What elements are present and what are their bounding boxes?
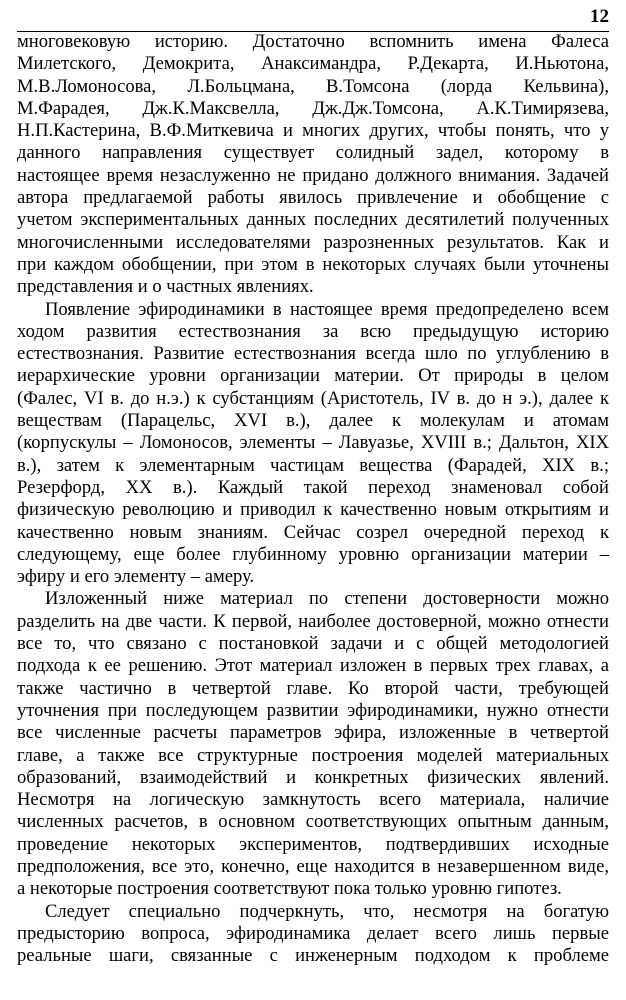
- text-line: в.), затем к элементарным частицам вещества (Фарадей, XIX в.;: [17, 454, 609, 476]
- page-number: 12: [590, 6, 609, 27]
- text-line: многовековую историю. Достаточно вспомнить имена Фалеса: [17, 31, 609, 52]
- text-line: ходом развития естествознания за всю предыдущую историю: [17, 320, 609, 342]
- text-line: физическую революцию и приводил к качественно новым открытиям и: [17, 499, 609, 521]
- text-line: М.В.Ломоносова, Л.Больцмана, В.Томсона (лорда Кельвина),: [17, 75, 609, 97]
- text-line: Появление эфиродинамики в настоящее время предопределено всем: [45, 298, 609, 320]
- text-line: а некоторые построения соответствуют пока только уровню гипотез.: [17, 878, 562, 900]
- text-line: (корпускулы – Ломоносов, элементы – Лавуазье, XVIII в.; Дальтон, XIX: [17, 432, 609, 454]
- text-line: автора предлагаемой работы явилось привлечение и обобщение с: [17, 187, 609, 209]
- text-line: Н.П.Кастерина, В.Ф.Миткевича и многих других, чтобы понять, что у: [17, 120, 609, 142]
- text-line: Изложенный ниже материал по степени достоверности можно: [45, 588, 609, 610]
- text-line: данного направления существует солидный задел, которому в: [17, 142, 609, 164]
- text-line: настоящее время незаслуженно не придано должного внимания. Задачей: [17, 164, 609, 186]
- text-line: качественно новым знаниям. Сейчас созрел очередной переход к: [17, 521, 609, 543]
- paragraph: [17, 901, 609, 968]
- text-line: предположения, все это, конечно, еще находится в незавершенном виде,: [17, 855, 609, 877]
- text-line: Несмотря на логическую замкнутость всего материала, наличие: [17, 789, 609, 811]
- text-line: также частично в четвертой главе. Ко второй части, требующей: [17, 677, 609, 699]
- text-line: предысторию вопроса, эфиродинамика делает всего лишь первые: [17, 922, 609, 944]
- text-line: Милетского, Демокрита, Анаксимандра, Р.Декарта, И.Ньютона,: [17, 53, 609, 75]
- text-line: все то, что связано с постановкой задачи и с общей методологией: [17, 633, 609, 655]
- text-line: эфиру и его элементу – амеру.: [17, 566, 255, 588]
- text-line: естествознания. Развитие естествознания всегда шло по углублению в: [17, 343, 609, 365]
- text-line: Следует специально подчеркнуть, что, несмотря на богатую: [45, 900, 609, 922]
- text-line: численных расчетов, в основном соответствующих опытным данным,: [17, 811, 609, 833]
- document-page: [17, 0, 609, 1000]
- text-line: реальные шаги, связанные с инженерным подходом к проблеме: [17, 945, 609, 967]
- paragraph: [17, 31, 609, 299]
- text-line: веществам (Парацельс, XVI в.), далее к молекулам и атомам: [17, 410, 609, 432]
- text-line: все численные расчеты параметров эфира, изложенные в четвертой: [17, 722, 609, 744]
- paragraph: [17, 588, 609, 900]
- text-line: уточнения при последующем развитии эфиродинамики, нужно отнести: [17, 699, 609, 721]
- text-line: иерархические уровни организации материи. От природы в целом: [17, 365, 609, 387]
- text-line: (Фалес, VI в. до н.э.) к субстанциям (Аристотель, IV в. до н э.), далее к: [17, 387, 609, 409]
- body-text: [17, 31, 609, 967]
- text-line: представления и о частных явлениях.: [17, 276, 314, 298]
- paragraph: [17, 299, 609, 589]
- text-line: при каждом обобщении, при этом в некоторых случаях были уточнены: [17, 253, 609, 275]
- text-line: учетом экспериментальных данных последних десятилетий полученных: [17, 209, 609, 231]
- text-line: проведение некоторых экспериментов, подтвердивших исходные: [17, 833, 609, 855]
- text-line: следующему, еще более глубинному уровню организации материи –: [17, 543, 609, 565]
- text-line: Резерфорд, XX в.). Каждый такой переход знаменовал собой: [17, 476, 609, 498]
- text-line: подхода к ее решению. Этот материал изложен в первых трех главах, а: [17, 655, 609, 677]
- text-line: разделить на две части. К первой, наиболее достоверной, можно отнести: [17, 610, 609, 632]
- text-line: главе, а также все структурные построения моделей материальных: [17, 744, 609, 766]
- text-line: образований, взаимодействий и конкретных физических явлений.: [17, 766, 609, 788]
- text-line: М.Фарадея, Дж.К.Максвелла, Дж.Дж.Томсона, А.К.Тимирязева,: [17, 97, 609, 119]
- text-line: многочисленными исследователями разрозненных результатов. Как и: [17, 231, 609, 253]
